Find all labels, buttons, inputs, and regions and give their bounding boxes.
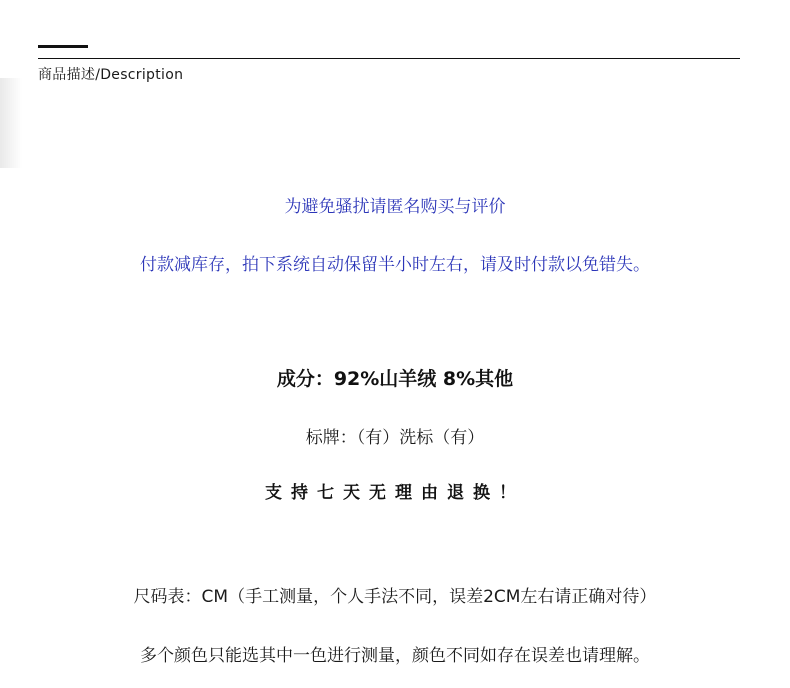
payment-notice: 付款减库存，拍下系统自动保留半小时左右，请及时付款以免错失。 — [140, 255, 650, 275]
section-title: 商品描述/Description — [38, 67, 184, 83]
color-measurement-note: 多个颜色只能选其中一色进行测量，颜色不同如存在误差也请理解。 — [140, 646, 650, 666]
anonymous-purchase-notice: 为避免骚扰请匿名购买与评价 — [284, 197, 506, 217]
header-accent-bar — [38, 45, 88, 48]
header-divider — [38, 58, 740, 59]
left-edge-shadow — [0, 78, 22, 168]
composition-info: 成分：92%山羊绒 8%其他 — [276, 368, 514, 390]
size-chart-note: 尺码表：CM（手工测量，个人手法不同，误差2CM左右请正确对待） — [133, 587, 657, 607]
tag-label-info: 标牌：（有）洗标（有） — [305, 428, 485, 448]
return-policy: 支持七天无理由退换！ — [265, 483, 525, 503]
